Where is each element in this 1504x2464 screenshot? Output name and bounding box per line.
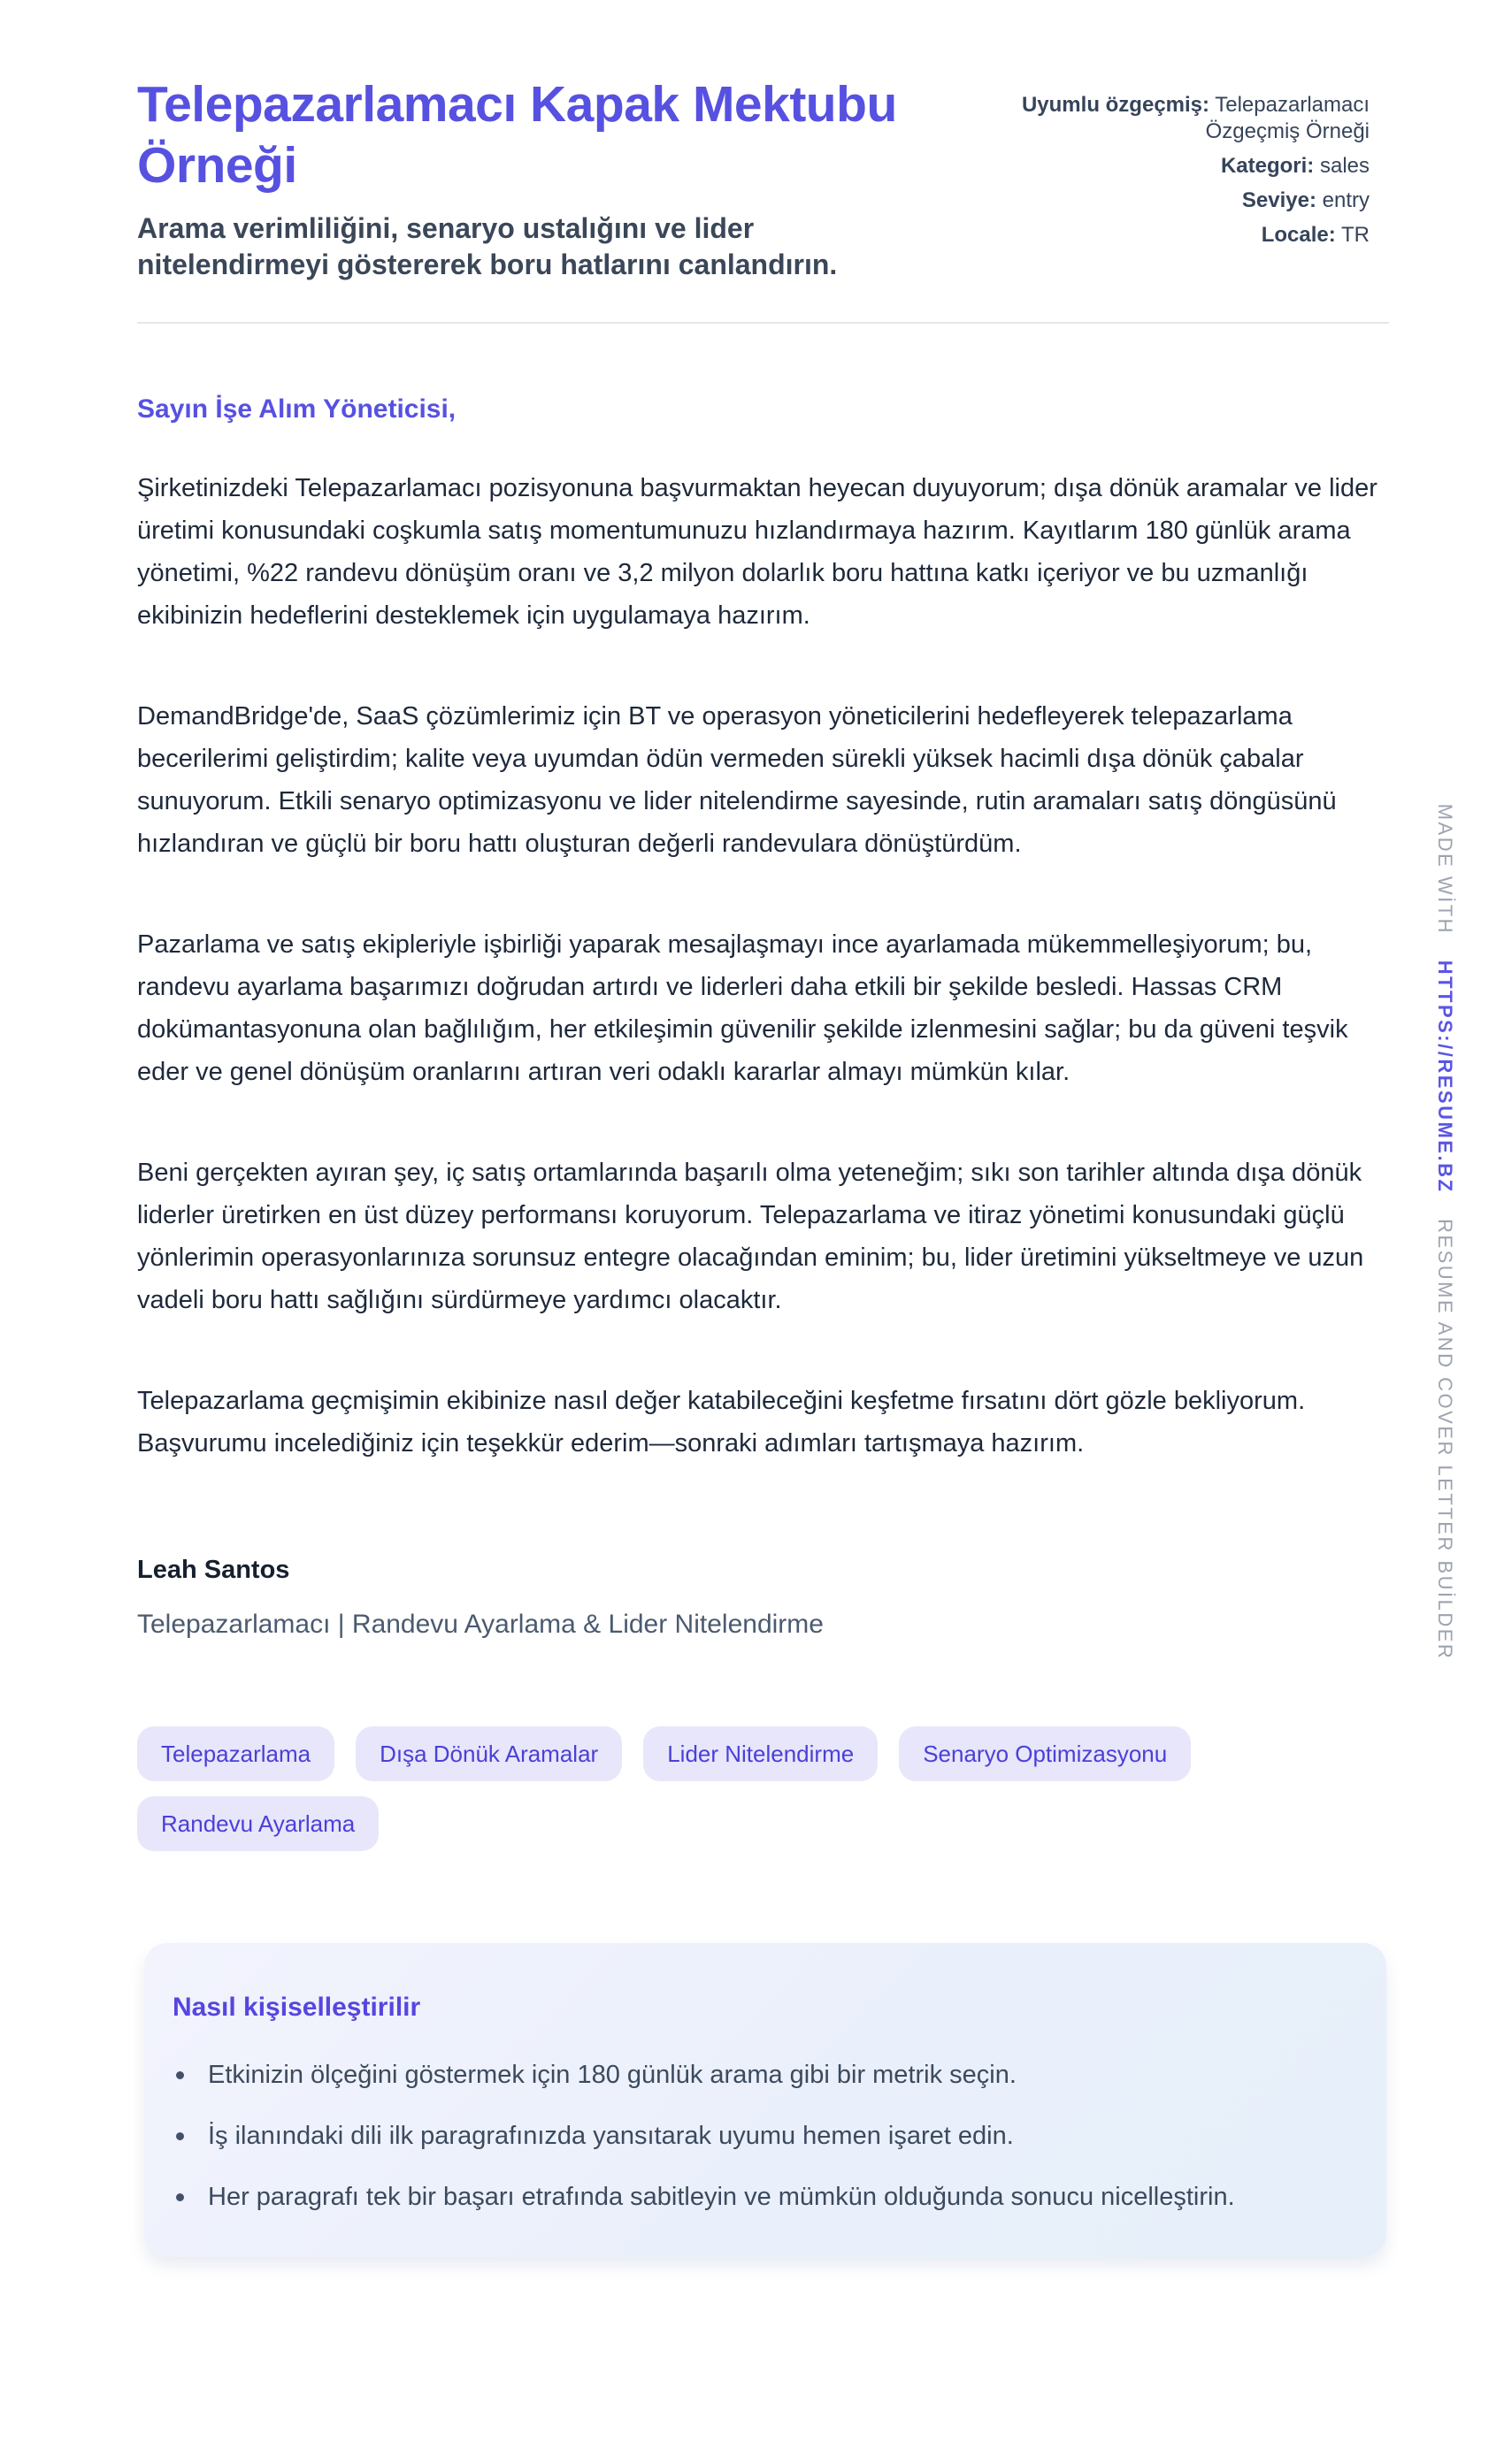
header-divider <box>137 322 1389 324</box>
tips-item-text: İş ilanındaki dili ilk paragrafınızda yansıtarak uyumu hemen işaret edin. <box>208 2122 1014 2150</box>
tag-randevu-ayarlama[interactable]: Randevu Ayarlama <box>137 1796 379 1851</box>
letter-paragraph: Telepazarlama geçmişimin ekibinize nasıl değer katabileceğini keşfetme fırsatını dört gözle bekliyorum. Başvurumu incelediğiniz için teşekkür ederim—sonraki adımları tartışmaya hazırım. <box>137 1387 1306 1458</box>
signature-role: Telepazarlamacı | Randevu Ayarlama & Lider Nitelendirme <box>137 1610 824 1639</box>
tag-list <box>137 1726 1385 1851</box>
page-header <box>0 0 1504 283</box>
letter-paragraph: Pazarlama ve satış ekipleriyle işbirliği yaparak mesajlaşmayı ince ayarlamada mükemmelleşiyorum; bu, randevu ayarlama başarımızı doğrudan artırdı ve liderleri daha etkili bir şekilde besledi. Hassas CRM dokümantasyonuna olan bağlılığım, her etkileşimin güvenilir şekilde izlenmesini sağlar; bu da güveni teşvik eder ve genel dönüşüm oranlarını artıran veri odaklı kararlar almayı mümkün kılar. <box>137 930 1348 1086</box>
bullet-dot-icon <box>176 2132 184 2140</box>
meta-value: entry <box>1322 188 1370 212</box>
page-subtitle: Arama verimliliğini, senaryo ustalığını ve lider nitelendirmeyi göstererek boru hatlarını canlandırın. <box>137 212 838 280</box>
meta-value: TR <box>1341 223 1370 247</box>
meta-matching-resume <box>989 92 1370 145</box>
meta-label: Uyumlu özgeçmiş: <box>1021 93 1210 117</box>
bullet-dot-icon <box>176 2193 184 2201</box>
tips-title: Nasıl kişiselleştirilir <box>173 1993 421 2022</box>
page-title: Telepazarlamacı Kapak Mektubu Örneği <box>137 76 897 194</box>
tips-list <box>173 2054 1333 2218</box>
tips-item <box>173 2176 1296 2218</box>
signature-name: Leah Santos <box>137 1556 290 1584</box>
meta-locale <box>989 222 1370 249</box>
tag-lider-nitelendirme[interactable]: Lider Nitelendirme <box>643 1726 878 1781</box>
letter-paragraph: Beni gerçekten ayıran şey, iç satış ortamlarında başarılı olma yeteneğim; sıkı son tarihler altında dışa dönük liderler üretirken en üst düzey performansı koruyorum. Telepazarlama ve itiraz yönetimi konusundaki güçlü yönlerimin operasyonlarınıza sorunsuz entegre olacağından eminim; bu, lider üretimini yükseltmeye ve uzun vadeli boru hattı sağlığını sürdürmeye yardımcı olacaktır. <box>137 1159 1364 1314</box>
tips-item <box>173 2115 1296 2157</box>
tips-item-text: Her paragrafı tek bir başarı etrafında sabitleyin ve mümkün olduğunda sonucu nicelleştirin. <box>208 2183 1235 2211</box>
tag-telepazarlama[interactable]: Telepazarlama <box>137 1726 334 1781</box>
meta-label: Locale: <box>1261 223 1336 247</box>
matching-resume-link[interactable]: Telepazarlamacı Özgeçmiş Örneği <box>1205 93 1370 143</box>
tag-disa-donuk-aramalar[interactable]: Dışa Dönük Aramalar <box>356 1726 622 1781</box>
tips-item <box>173 2054 1296 2096</box>
bullet-dot-icon <box>176 2071 184 2079</box>
meta-category <box>989 153 1370 180</box>
tag-senaryo-optimizasyonu[interactable]: Senaryo Optimizasyonu <box>899 1726 1191 1781</box>
resume-bz-link[interactable]: HTTPS://RESUME.BZ <box>1434 960 1456 1194</box>
side-watermark <box>1433 804 1456 1661</box>
tips-item-text: Etkinizin ölçeğini göstermek için 180 günlük arama gibi bir metrik seçin. <box>208 2061 1017 2089</box>
meta-level <box>989 187 1370 214</box>
watermark-prefix: MADE WİTH <box>1434 803 1456 936</box>
title-block <box>137 74 969 283</box>
watermark-suffix: RESUME AND COVER LETTER BUİLDER <box>1434 1219 1456 1661</box>
letter-paragraph: Şirketinizdeki Telepazarlamacı pozisyonuna başvurmaktan heyecan duyuyorum; dışa dönük aramalar ve lider üretimi konusundaki coşkumla satış momentumunuzu hızlandırmaya hazırım. Kayıtlarım 180 günlük arama yönetimi, %22 randevu dönüşüm oranı ve 3,2 milyon dolarlık boru hattına katkı içeriyor ve bu uzmanlığı ekibinizin hedeflerini desteklemek için uygulamaya hazırım. <box>137 474 1377 630</box>
meta-panel <box>989 74 1370 256</box>
letter-greeting: Sayın İşe Alım Yöneticisi, <box>137 394 457 424</box>
letter-body <box>0 393 1504 1851</box>
meta-label: Seviye: <box>1241 188 1316 212</box>
meta-value: sales <box>1319 154 1370 178</box>
meta-label: Kategori: <box>1220 154 1315 178</box>
personalization-tips-card <box>144 1943 1386 2257</box>
letter-paragraph: DemandBridge'de, SaaS çözümlerimiz için BT ve operasyon yöneticilerini hedefleyerek telepazarlama becerilerimi geliştirdim; kalite veya uyumdan ödün vermeden sürekli yüksek hacimli dışa dönük çabalar sunuyorum. Etkili senaryo optimizasyonu ve lider nitelendirme sayesinde, rutin aramaları satış döngüsünü hızlandıran ve güçlü bir boru hattı oluşturan değerli randevulara dönüştürdüm. <box>137 702 1337 858</box>
